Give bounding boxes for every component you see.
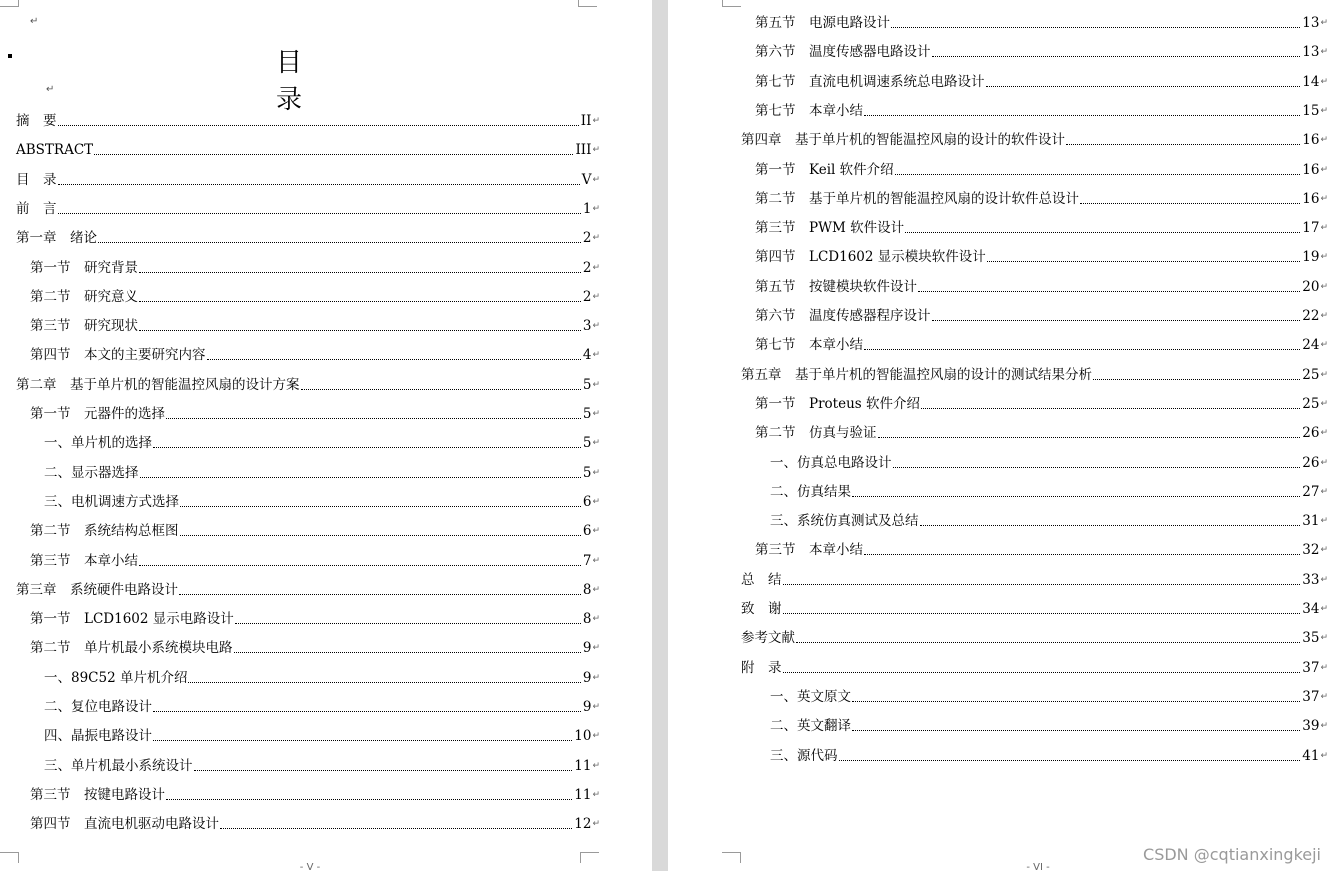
- toc-entry[interactable]: [755, 422, 1328, 442]
- paragraph-mark: ↵: [592, 174, 600, 185]
- toc-dot-leader: [895, 173, 1301, 175]
- toc-entry[interactable]: [770, 715, 1328, 735]
- toc-entry-label: 三、源代码: [770, 747, 838, 764]
- toc-entry-page-number: 16: [1302, 190, 1320, 207]
- document-page-left: [0, 0, 652, 871]
- paragraph-mark: ↵: [1320, 545, 1328, 556]
- toc-entry-label: 第三节 本章小结: [755, 542, 863, 559]
- toc-dot-leader: [166, 798, 572, 800]
- watermark: CSDN @cqtianxingkeji: [1143, 845, 1321, 864]
- toc-entry-label: 总 结: [741, 571, 782, 588]
- paragraph-mark: ↵: [1320, 574, 1328, 585]
- toc-entry[interactable]: [770, 510, 1328, 530]
- toc-entry[interactable]: [755, 393, 1328, 413]
- toc-dot-leader: [864, 348, 1300, 350]
- paragraph-mark: ↵: [592, 379, 600, 390]
- paragraph-mark: ↵: [592, 672, 600, 683]
- toc-entry-page-number: 8: [582, 581, 592, 598]
- toc-dot-leader: [864, 114, 1300, 116]
- toc-entry-label: 第三节 PWM 软件设计: [755, 220, 905, 237]
- toc-entry-page-number: 12: [574, 816, 592, 833]
- toc-entry-page-number: 25: [1302, 366, 1320, 383]
- paragraph-mark: ↵: [30, 16, 39, 27]
- toc-entry-page-number: 32: [1302, 542, 1320, 559]
- toc-entry[interactable]: [44, 755, 600, 775]
- toc-dot-leader: [58, 212, 581, 214]
- toc-entry[interactable]: [770, 481, 1328, 501]
- toc-entry-page-number: 8: [582, 611, 592, 628]
- paragraph-mark: ↵: [592, 233, 600, 244]
- toc-entry[interactable]: [741, 598, 1328, 618]
- toc-entry-label: 第三节 按键电路设计: [30, 786, 165, 803]
- toc-entry-label: 第三节 本章小结: [30, 552, 138, 569]
- toc-entry-page-number: 26: [1302, 454, 1320, 471]
- paragraph-mark: ↵: [1320, 18, 1328, 28]
- toc-dot-leader: [796, 641, 1300, 643]
- toc-entry-page-number: 11: [574, 786, 592, 803]
- paragraph-mark: ↵: [592, 731, 600, 742]
- toc-entry[interactable]: [770, 452, 1328, 472]
- paragraph-mark: ↵: [1320, 428, 1328, 439]
- toc-dot-leader: [139, 564, 581, 566]
- paragraph-mark: ↵: [1320, 633, 1328, 644]
- toc-dot-leader: [234, 651, 581, 653]
- toc-entry-page-number: 9: [582, 640, 592, 657]
- toc-entry[interactable]: [16, 579, 600, 599]
- toc-entry-page-number: II: [580, 113, 592, 129]
- toc-dot-leader: [1080, 202, 1300, 204]
- paragraph-mark: ↵: [1320, 369, 1328, 380]
- toc-entry-page-number: 7: [582, 552, 592, 569]
- toc-entry[interactable]: [755, 41, 1328, 61]
- toc-entry-label: 第二节 研究意义: [30, 288, 138, 305]
- toc-entry[interactable]: [755, 276, 1328, 296]
- page-gutter: [652, 0, 668, 871]
- toc-entry-page-number: 9: [582, 699, 592, 715]
- toc-entry-label: 三、单片机最小系统设计: [44, 757, 193, 774]
- paragraph-mark: ↵: [1320, 516, 1328, 527]
- toc-entry-label: 第六节 温度传感器程序设计: [755, 308, 931, 324]
- toc-entry[interactable]: [755, 334, 1328, 354]
- toc-entry-page-number: 31: [1302, 513, 1320, 530]
- crop-mark: [0, 0, 19, 7]
- toc-entry-page-number: 15: [1302, 102, 1320, 119]
- paragraph-mark: ↵: [592, 760, 600, 771]
- toc-entry-label: 第五节 按键模块软件设计: [755, 278, 917, 295]
- toc-entry[interactable]: [770, 745, 1328, 765]
- toc-entry[interactable]: [30, 637, 600, 657]
- toc-dot-leader: [140, 476, 581, 478]
- toc-entry-label: 第一节 研究背景: [30, 259, 138, 276]
- toc-dot-leader: [852, 495, 1300, 497]
- paragraph-mark: ↵: [592, 614, 600, 625]
- paragraph-mark: ↵: [1320, 281, 1328, 292]
- toc-entry-label: 二、显示器选择: [44, 464, 139, 481]
- toc-entry-label: 第四节 本文的主要研究内容: [30, 347, 206, 364]
- toc-entry[interactable]: [16, 198, 600, 218]
- toc-dot-leader: [166, 417, 581, 419]
- toc-entry-label: 第二节 单片机最小系统模块电路: [30, 640, 233, 657]
- toc-entry-label: 第三章 系统硬件电路设计: [16, 581, 178, 598]
- toc-entry-page-number: 3: [582, 318, 592, 335]
- toc-entry-label: 第一章 绪论: [16, 230, 97, 247]
- toc-entry-page-number: 4: [582, 347, 592, 364]
- toc-entry[interactable]: [44, 696, 600, 716]
- toc-dot-leader: [986, 85, 1301, 87]
- toc-entry-label: 第七节 本章小结: [755, 102, 863, 119]
- toc-entry-label: 第一节 Keil 软件介绍: [755, 161, 894, 178]
- toc-entry-page-number: 19: [1302, 249, 1320, 266]
- toc-entry-page-number: 11: [574, 757, 592, 774]
- toc-entry-label: 第二节 仿真与验证: [755, 425, 877, 442]
- paragraph-mark: ↵: [1320, 721, 1328, 732]
- toc-dot-leader: [153, 739, 572, 741]
- toc-entry-label: 第四节 直流电机驱动电路设计: [30, 816, 219, 833]
- paragraph-mark: ↵: [1320, 457, 1328, 468]
- toc-entry-page-number: 24: [1302, 337, 1320, 354]
- crop-mark: [578, 0, 597, 7]
- toc-entry-page-number: 2: [582, 259, 592, 276]
- toc-dot-leader: [921, 407, 1300, 409]
- toc-dot-leader: [94, 153, 573, 155]
- toc-entry-label: 四、晶振电路设计: [44, 728, 152, 745]
- toc-entry[interactable]: [30, 344, 600, 364]
- toc-entry-page-number: 5: [582, 435, 592, 452]
- paragraph-mark: ↵: [592, 496, 600, 507]
- toc-dot-leader: [905, 231, 1300, 233]
- toc-dot-leader: [180, 505, 581, 507]
- toc-entry[interactable]: [30, 608, 600, 628]
- toc-entry-label: 第五章 基于单片机的智能温控风扇的设计的测试结果分析: [741, 366, 1092, 383]
- toc-entry-page-number: III: [575, 142, 592, 159]
- document-page-right: [668, 0, 1333, 871]
- paragraph-mark: ↵: [1320, 662, 1328, 673]
- toc-entry[interactable]: [16, 139, 600, 159]
- toc-dot-leader: [864, 553, 1300, 555]
- toc-entry-label: 第二节 基于单片机的智能温控风扇的设计软件总设计: [755, 190, 1079, 207]
- toc-dot-leader: [188, 681, 580, 683]
- toc-dot-leader: [893, 466, 1301, 468]
- toc-dot-leader: [891, 26, 1300, 28]
- paragraph-mark: ↵: [592, 702, 600, 712]
- toc-entry-page-number: 20: [1302, 278, 1320, 295]
- toc-dot-leader: [194, 769, 573, 771]
- toc-entry-label: 第七节 本章小结: [755, 337, 863, 354]
- paragraph-mark: ↵: [592, 555, 600, 566]
- toc-entry-label: 前 言: [16, 200, 57, 217]
- paragraph-mark: ↵: [1320, 193, 1328, 204]
- toc-entry[interactable]: [755, 159, 1328, 179]
- toc-entry[interactable]: [741, 364, 1328, 384]
- toc-dot-leader: [783, 612, 1301, 614]
- toc-dot-leader: [783, 671, 1301, 673]
- toc-dot-leader: [852, 700, 1300, 702]
- toc-dot-leader: [207, 358, 581, 360]
- toc-entry-label: 第六节 温度传感器电路设计: [755, 44, 931, 61]
- paragraph-mark: ↵: [1320, 486, 1328, 497]
- toc-entry[interactable]: [741, 627, 1328, 647]
- toc-entry-label: 二、英文翻译: [770, 718, 851, 735]
- toc-entry[interactable]: [755, 100, 1328, 120]
- toc-entry-page-number: V: [581, 171, 592, 188]
- paragraph-mark: ↵: [1320, 76, 1328, 87]
- toc-entry-label: 致 谢: [741, 601, 782, 617]
- toc-entry[interactable]: [30, 286, 600, 306]
- toc-entry-page-number: 22: [1302, 308, 1320, 324]
- paragraph-mark: ↵: [592, 584, 600, 595]
- toc-entry[interactable]: [16, 374, 600, 394]
- crop-mark: [0, 852, 19, 863]
- toc-entry-label: 二、仿真结果: [770, 483, 851, 500]
- toc-entry-label: 一、89C52 单片机介绍: [44, 669, 188, 686]
- toc-entry[interactable]: [16, 227, 600, 247]
- paragraph-mark: ↵: [1320, 47, 1328, 58]
- toc-dot-leader: [98, 241, 581, 243]
- toc-entry-page-number: 13: [1302, 44, 1320, 61]
- toc-entry[interactable]: [755, 539, 1328, 559]
- toc-entry-page-number: 5: [582, 376, 592, 393]
- paragraph-mark: ↵: [592, 262, 600, 273]
- crop-mark: [722, 0, 741, 7]
- toc-entry-label: 附 录: [741, 659, 782, 676]
- toc-dot-leader: [783, 583, 1301, 585]
- list-bullet: [8, 54, 12, 58]
- toc-entry-page-number: 16: [1302, 161, 1320, 178]
- toc-entry-label: 三、电机调速方式选择: [44, 493, 179, 510]
- toc-entry-page-number: 16: [1302, 132, 1320, 149]
- toc-dot-leader: [139, 329, 581, 331]
- toc-entry[interactable]: [30, 315, 600, 335]
- toc-entry-label: 第一节 Proteus 软件介绍: [755, 395, 920, 412]
- toc-entry-label: 第五节 电源电路设计: [755, 15, 890, 31]
- toc-dot-leader: [987, 260, 1301, 262]
- toc-entry-page-number: 6: [582, 523, 592, 540]
- toc-entry[interactable]: [741, 129, 1328, 149]
- paragraph-mark: ↵: [592, 819, 600, 830]
- toc-entry[interactable]: [30, 784, 600, 804]
- toc-entry[interactable]: [30, 520, 600, 540]
- toc-dot-leader: [852, 729, 1300, 731]
- toc-dot-leader: [301, 388, 581, 390]
- toc-entry-page-number: 2: [582, 230, 592, 247]
- toc-entry[interactable]: [30, 550, 600, 570]
- toc-entry-label: 摘 要: [16, 113, 57, 129]
- toc-entry[interactable]: [755, 12, 1328, 32]
- toc-entry[interactable]: [755, 188, 1328, 208]
- toc-entry-label: 第一节 LCD1602 显示电路设计: [30, 611, 234, 628]
- toc-entry-page-number: 17: [1302, 220, 1320, 237]
- paragraph-mark: ↵: [592, 643, 600, 654]
- toc-entry[interactable]: [741, 657, 1328, 677]
- toc-entry[interactable]: [770, 686, 1328, 706]
- toc-title: 目 录: [275, 48, 373, 115]
- paragraph-mark: ↵: [592, 145, 600, 156]
- toc-dot-leader: [139, 300, 581, 302]
- toc-entry-label: 第一节 元器件的选择: [30, 406, 165, 422]
- toc-entry[interactable]: [755, 71, 1328, 91]
- paragraph-mark: ↵: [1320, 691, 1328, 702]
- toc-entry-label: 一、单片机的选择: [44, 435, 152, 452]
- toc-entry[interactable]: [44, 667, 600, 687]
- toc-entry-label: 第四章 基于单片机的智能温控风扇的设计的软件设计: [741, 132, 1065, 149]
- toc-entry-page-number: 1: [582, 200, 592, 217]
- toc-dot-leader: [235, 622, 581, 624]
- toc-entry-page-number: 13: [1302, 15, 1320, 31]
- toc-dot-leader: [58, 183, 580, 185]
- toc-entry[interactable]: [16, 169, 600, 189]
- toc-entry-page-number: 9: [582, 669, 592, 686]
- toc-dot-leader: [932, 319, 1301, 321]
- toc-entry[interactable]: [44, 462, 600, 482]
- paragraph-mark: ↵: [592, 789, 600, 800]
- paragraph-mark: ↵: [1320, 135, 1328, 146]
- toc-entry-page-number: 26: [1302, 425, 1320, 442]
- toc-entry-label: 二、复位电路设计: [44, 699, 152, 715]
- toc-entry-label: 第三节 研究现状: [30, 318, 138, 335]
- toc-dot-leader: [1066, 143, 1300, 145]
- toc-entry-page-number: 27: [1302, 483, 1320, 500]
- toc-entry-label: 一、仿真总电路设计: [770, 454, 892, 471]
- paragraph-mark: ↵: [1320, 252, 1328, 263]
- paragraph-mark: ↵: [592, 438, 600, 449]
- toc-entry[interactable]: [16, 110, 600, 130]
- paragraph-mark: ↵: [1320, 105, 1328, 116]
- page-footer: - V -: [299, 862, 321, 871]
- toc-entry[interactable]: [44, 432, 600, 452]
- toc-entry-label: ABSTRACT: [16, 142, 94, 159]
- crop-mark: [580, 852, 599, 863]
- toc-dot-leader: [920, 524, 1301, 526]
- paragraph-mark: ↵: [592, 291, 600, 302]
- toc-entry[interactable]: [30, 403, 600, 423]
- toc-entry[interactable]: [44, 725, 600, 745]
- paragraph-mark: ↵: [1320, 340, 1328, 351]
- toc-dot-leader: [932, 55, 1301, 57]
- toc-dot-leader: [180, 534, 581, 536]
- paragraph-mark: ↵: [46, 84, 55, 95]
- toc-entry-label: 第二章 基于单片机的智能温控风扇的设计方案: [16, 376, 300, 393]
- toc-entry-label: 目 录: [16, 171, 57, 188]
- toc-dot-leader: [139, 271, 581, 273]
- toc-dot-leader: [179, 593, 581, 595]
- paragraph-mark: ↵: [592, 116, 600, 126]
- paragraph-mark: ↵: [592, 350, 600, 361]
- paragraph-mark: ↵: [1320, 750, 1328, 761]
- toc-entry-page-number: 25: [1302, 395, 1320, 412]
- page-footer: - VI -: [1026, 862, 1050, 871]
- paragraph-mark: ↵: [592, 526, 600, 537]
- toc-entry-page-number: 33: [1302, 571, 1320, 588]
- toc-entry-page-number: 5: [582, 464, 592, 481]
- toc-entry-page-number: 34: [1302, 601, 1320, 617]
- toc-entry-page-number: 2: [582, 288, 592, 305]
- toc-dot-leader: [153, 710, 581, 712]
- toc-dot-leader: [918, 290, 1300, 292]
- crop-mark: [722, 852, 741, 863]
- toc-entry-label: 参考文献: [741, 630, 795, 647]
- toc-entry-page-number: 37: [1302, 688, 1320, 705]
- toc-entry[interactable]: [755, 217, 1328, 237]
- toc-dot-leader: [153, 446, 581, 448]
- toc-dot-leader: [878, 436, 1301, 438]
- toc-dot-leader: [1093, 378, 1300, 380]
- toc-dot-leader: [58, 124, 579, 126]
- paragraph-mark: ↵: [592, 203, 600, 214]
- toc-entry-page-number: 6: [582, 493, 592, 510]
- toc-entry[interactable]: [44, 491, 600, 511]
- paragraph-mark: ↵: [1320, 398, 1328, 409]
- toc-dot-leader: [839, 759, 1301, 761]
- paragraph-mark: ↵: [1320, 223, 1328, 234]
- toc-dot-leader: [220, 827, 572, 829]
- toc-entry-page-number: 5: [582, 406, 592, 422]
- paragraph-mark: ↵: [1320, 311, 1328, 321]
- toc-entry[interactable]: [30, 813, 600, 833]
- toc-entry-label: 一、英文原文: [770, 688, 851, 705]
- toc-entry-page-number: 10: [574, 728, 592, 745]
- toc-entry-page-number: 14: [1302, 73, 1320, 90]
- paragraph-mark: ↵: [1320, 164, 1328, 175]
- paragraph-mark: ↵: [592, 321, 600, 332]
- toc-entry[interactable]: [755, 305, 1328, 325]
- toc-entry-page-number: 39: [1302, 718, 1320, 735]
- toc-entry-label: 第四节 LCD1602 显示模块软件设计: [755, 249, 986, 266]
- toc-entry[interactable]: [755, 246, 1328, 266]
- paragraph-mark: ↵: [592, 409, 600, 419]
- paragraph-mark: ↵: [1320, 604, 1328, 614]
- toc-entry-label: 第二节 系统结构总框图: [30, 523, 179, 540]
- toc-entry-page-number: 37: [1302, 659, 1320, 676]
- toc-entry-page-number: 35: [1302, 630, 1320, 647]
- toc-entry[interactable]: [30, 257, 600, 277]
- toc-entry[interactable]: [741, 569, 1328, 589]
- paragraph-mark: ↵: [592, 467, 600, 478]
- toc-entry-label: 三、系统仿真测试及总结: [770, 513, 919, 530]
- toc-entry-label: 第七节 直流电机调速系统总电路设计: [755, 73, 985, 90]
- toc-entry-page-number: 41: [1302, 747, 1320, 764]
